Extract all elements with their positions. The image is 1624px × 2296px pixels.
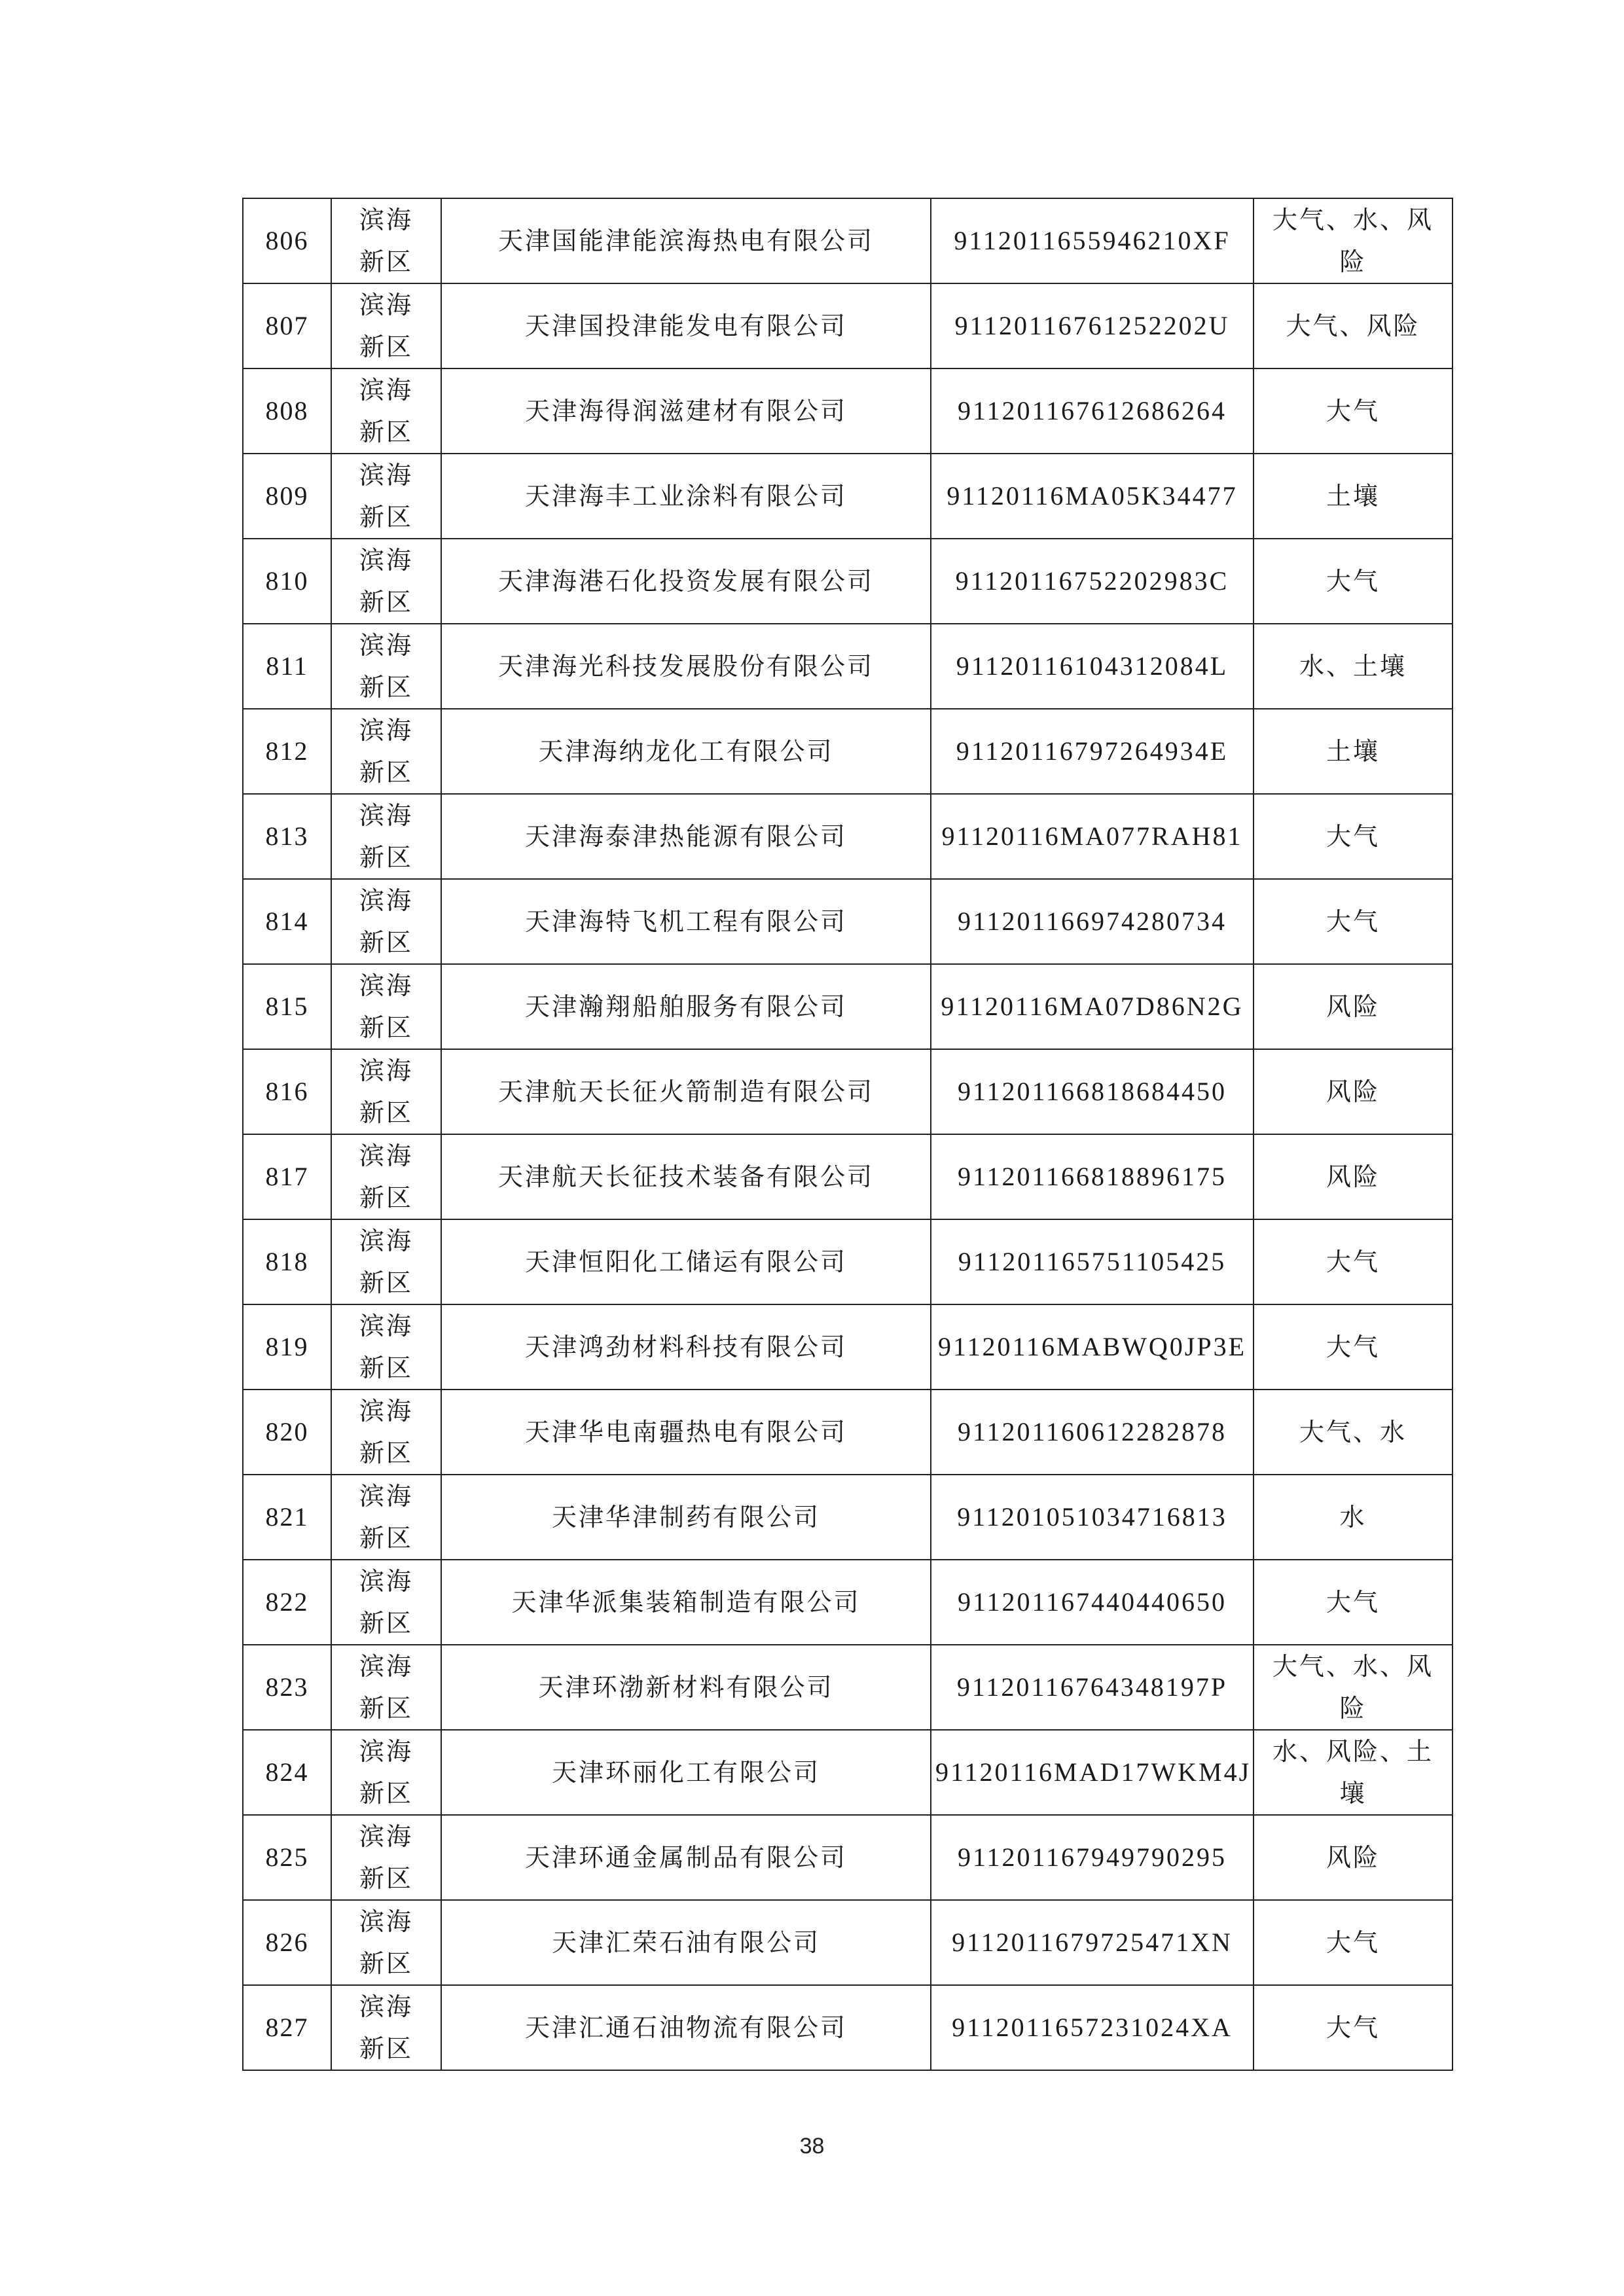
credit-code-cell: 91120116MA07D86N2G (931, 964, 1254, 1049)
company-name-cell: 天津环渤新材料有限公司 (441, 1645, 931, 1730)
credit-code-cell: 91120116104312084L (931, 624, 1254, 709)
table-row (243, 1560, 1453, 1645)
district-cell: 滨海 新区 (331, 964, 441, 1049)
row-number: 806 (243, 198, 331, 283)
credit-code-cell: 91120116764348197P (931, 1645, 1254, 1730)
category-cell: 土壤 (1254, 454, 1453, 539)
company-name-cell: 天津航天长征火箭制造有限公司 (441, 1049, 931, 1134)
credit-code-cell: 911201167440440650 (931, 1560, 1254, 1645)
row-number: 813 (243, 794, 331, 879)
row-number: 811 (243, 624, 331, 709)
credit-code-cell: 9112011657231024XA (931, 1985, 1254, 2070)
category-cell: 大气 (1254, 879, 1453, 964)
credit-code-cell: 91120116761252202U (931, 283, 1254, 368)
category-cell: 风险 (1254, 1815, 1453, 1900)
category-cell: 土壤 (1254, 709, 1453, 794)
row-number: 823 (243, 1645, 331, 1730)
company-name-cell: 天津鸿劲材料科技有限公司 (441, 1304, 931, 1390)
district-cell: 滨海 新区 (331, 368, 441, 454)
company-name-cell: 天津华电南疆热电有限公司 (441, 1390, 931, 1475)
credit-code-cell: 91120116752202983C (931, 539, 1254, 624)
row-number: 815 (243, 964, 331, 1049)
category-cell: 大气、水、风险 (1254, 1645, 1453, 1730)
row-number: 808 (243, 368, 331, 454)
table-row (243, 709, 1453, 794)
district-cell: 滨海 新区 (331, 454, 441, 539)
enterprise-table-body (243, 198, 1453, 2070)
credit-code-cell: 911201051034716813 (931, 1475, 1254, 1560)
table-row (243, 1134, 1453, 1219)
category-cell: 风险 (1254, 964, 1453, 1049)
credit-code-cell: 91120116MA077RAH81 (931, 794, 1254, 879)
credit-code-cell: 91120116797264934E (931, 709, 1254, 794)
credit-code-cell: 911201167612686264 (931, 368, 1254, 454)
company-name-cell: 天津海光科技发展股份有限公司 (441, 624, 931, 709)
company-name-cell: 天津海得润滋建材有限公司 (441, 368, 931, 454)
credit-code-cell: 91120116MAD17WKM4J (931, 1730, 1254, 1815)
table-row (243, 368, 1453, 454)
category-cell: 水、风险、土壤 (1254, 1730, 1453, 1815)
district-cell: 滨海 新区 (331, 1560, 441, 1645)
table-row (243, 1815, 1453, 1900)
district-cell: 滨海 新区 (331, 1390, 441, 1475)
company-name-cell: 天津环丽化工有限公司 (441, 1730, 931, 1815)
credit-code-cell: 911201166974280734 (931, 879, 1254, 964)
district-cell: 滨海 新区 (331, 539, 441, 624)
district-cell: 滨海 新区 (331, 198, 441, 283)
table-row (243, 1390, 1453, 1475)
district-cell: 滨海 新区 (331, 879, 441, 964)
row-number: 807 (243, 283, 331, 368)
company-name-cell: 天津航天长征技术装备有限公司 (441, 1134, 931, 1219)
company-name-cell: 天津国投津能发电有限公司 (441, 283, 931, 368)
row-number: 827 (243, 1985, 331, 2070)
table-row (243, 1049, 1453, 1134)
company-name-cell: 天津国能津能滨海热电有限公司 (441, 198, 931, 283)
credit-code-cell: 911201160612282878 (931, 1390, 1254, 1475)
row-number: 814 (243, 879, 331, 964)
category-cell: 大气 (1254, 1219, 1453, 1304)
district-cell: 滨海 新区 (331, 1219, 441, 1304)
district-cell: 滨海 新区 (331, 624, 441, 709)
credit-code-cell: 911201166818684450 (931, 1049, 1254, 1134)
row-number: 821 (243, 1475, 331, 1560)
category-cell: 大气 (1254, 794, 1453, 879)
category-cell: 大气、风险 (1254, 283, 1453, 368)
table-row (243, 1730, 1453, 1815)
table-row (243, 964, 1453, 1049)
table-row (243, 1985, 1453, 2070)
row-number: 816 (243, 1049, 331, 1134)
company-name-cell: 天津海港石化投资发展有限公司 (441, 539, 931, 624)
table-row (243, 198, 1453, 283)
credit-code-cell: 911201167949790295 (931, 1815, 1254, 1900)
category-cell: 水 (1254, 1475, 1453, 1560)
table-row (243, 1475, 1453, 1560)
credit-code-cell: 9112011655946210XF (931, 198, 1254, 283)
row-number: 812 (243, 709, 331, 794)
table-row (243, 879, 1453, 964)
row-number: 824 (243, 1730, 331, 1815)
district-cell: 滨海 新区 (331, 1049, 441, 1134)
district-cell: 滨海 新区 (331, 794, 441, 879)
category-cell: 风险 (1254, 1134, 1453, 1219)
table-row (243, 454, 1453, 539)
category-cell: 大气、水、风险 (1254, 198, 1453, 283)
company-name-cell: 天津华派集装箱制造有限公司 (441, 1560, 931, 1645)
table-row (243, 539, 1453, 624)
company-name-cell: 天津海特飞机工程有限公司 (441, 879, 931, 964)
company-name-cell: 天津海丰工业涂料有限公司 (441, 454, 931, 539)
category-cell: 大气 (1254, 1304, 1453, 1390)
company-name-cell: 天津华津制药有限公司 (441, 1475, 931, 1560)
table-row (243, 283, 1453, 368)
company-name-cell: 天津汇通石油物流有限公司 (441, 1985, 931, 2070)
category-cell: 大气 (1254, 1900, 1453, 1985)
category-cell: 大气、水 (1254, 1390, 1453, 1475)
district-cell: 滨海 新区 (331, 1304, 441, 1390)
district-cell: 滨海 新区 (331, 1900, 441, 1985)
company-name-cell: 天津瀚翔船舶服务有限公司 (441, 964, 931, 1049)
row-number: 819 (243, 1304, 331, 1390)
table-row (243, 1304, 1453, 1390)
row-number: 818 (243, 1219, 331, 1304)
district-cell: 滨海 新区 (331, 1134, 441, 1219)
company-name-cell: 天津环通金属制品有限公司 (441, 1815, 931, 1900)
credit-code-cell: 911201165751105425 (931, 1219, 1254, 1304)
district-cell: 滨海 新区 (331, 1815, 441, 1900)
row-number: 826 (243, 1900, 331, 1985)
credit-code-cell: 9112011679725471XN (931, 1900, 1254, 1985)
district-cell: 滨海 新区 (331, 1645, 441, 1730)
row-number: 809 (243, 454, 331, 539)
category-cell: 大气 (1254, 1560, 1453, 1645)
district-cell: 滨海 新区 (331, 283, 441, 368)
row-number: 820 (243, 1390, 331, 1475)
table-row (243, 1900, 1453, 1985)
category-cell: 水、土壤 (1254, 624, 1453, 709)
credit-code-cell: 91120116MABWQ0JP3E (931, 1304, 1254, 1390)
table-row (243, 1219, 1453, 1304)
credit-code-cell: 911201166818896175 (931, 1134, 1254, 1219)
district-cell: 滨海 新区 (331, 709, 441, 794)
company-name-cell: 天津海纳龙化工有限公司 (441, 709, 931, 794)
category-cell: 风险 (1254, 1049, 1453, 1134)
category-cell: 大气 (1254, 1985, 1453, 2070)
row-number: 817 (243, 1134, 331, 1219)
category-cell: 大气 (1254, 368, 1453, 454)
table-row (243, 624, 1453, 709)
table-row (243, 794, 1453, 879)
table-row (243, 1645, 1453, 1730)
enterprise-table (242, 198, 1453, 2071)
district-cell: 滨海 新区 (331, 1985, 441, 2070)
row-number: 825 (243, 1815, 331, 1900)
district-cell: 滨海 新区 (331, 1730, 441, 1815)
row-number: 810 (243, 539, 331, 624)
district-cell: 滨海 新区 (331, 1475, 441, 1560)
company-name-cell: 天津恒阳化工储运有限公司 (441, 1219, 931, 1304)
company-name-cell: 天津汇荣石油有限公司 (441, 1900, 931, 1985)
credit-code-cell: 91120116MA05K34477 (931, 454, 1254, 539)
company-name-cell: 天津海泰津热能源有限公司 (441, 794, 931, 879)
row-number: 822 (243, 1560, 331, 1645)
category-cell: 大气 (1254, 539, 1453, 624)
page-number: 38 (799, 2134, 825, 2159)
